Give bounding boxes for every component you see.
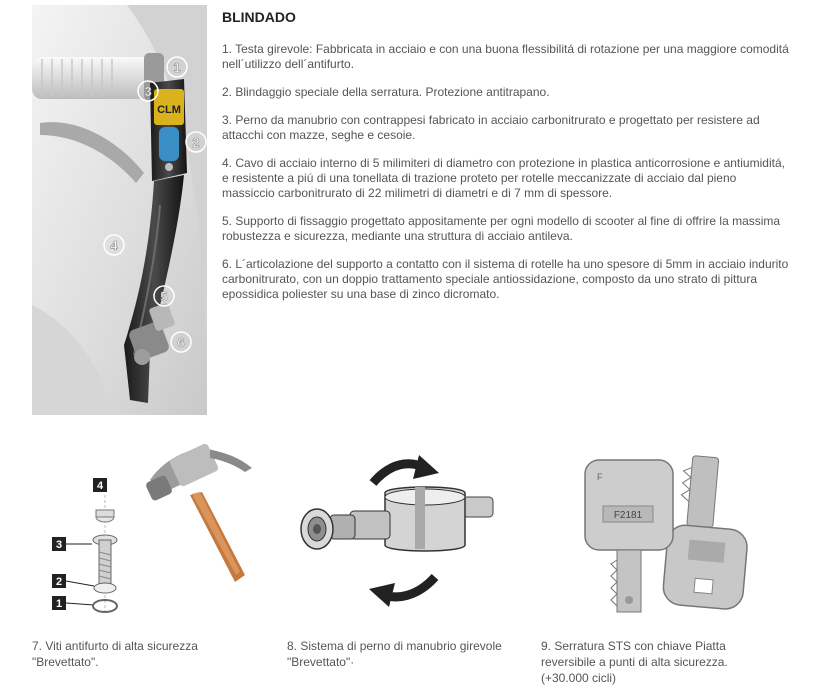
feature-item: 2. Blindaggio speciale della serratura. Protezione antitrapano. <box>222 85 550 99</box>
feature-list <box>222 42 792 315</box>
svg-text:6: 6 <box>177 335 185 350</box>
feature-item: 3. Perno da manubrio con contrappesi fabricato in acciaio carbonitrurato e progettato per resistere ad attacchi con mazze, seghe e cesoie. <box>222 113 760 142</box>
feature-item: 1. Testa girevole: Fabbricata in acciaio e con una buona flessibilitá di rotazione per una maggiore comoditá nell´utilizzo dell´antifurto. <box>222 42 789 71</box>
svg-text:5: 5 <box>160 289 168 304</box>
screws-hammer-image <box>40 440 260 620</box>
key-icon <box>662 454 755 610</box>
svg-text:F2181: F2181 <box>613 510 643 521</box>
caption-screws: 7. Viti antifurto di alta sicurezza "Brevettato". <box>32 639 198 669</box>
svg-text:F: F <box>597 472 603 482</box>
caption-keys: 9. Serratura STS con chiave Piatta reversibile a punti di alta sicurezza. (+30.000 cicli) <box>541 639 728 685</box>
feature-item: 5. Supporto di fissaggio progettato appositamente per ogni modello di scooter al fine di offrire la massima robustezza e sicurezza, mediante una struttura di acciaio antileva. <box>222 214 781 243</box>
lock-head <box>150 79 187 181</box>
page-title: BLINDADO <box>222 9 296 25</box>
brand-label: CLM <box>157 104 181 116</box>
svg-text:3: 3 <box>144 84 152 99</box>
caption-swivel: 8. Sistema di perno di manubrio girevole "Brevettato"· <box>287 639 502 669</box>
lock-product-image <box>32 5 207 415</box>
feature-item: 6. L´articolazione del supporto a contatto con il sistema di rotelle ha uno spesore di 5mm in acciaio indurito carbonitrurato, con un doppio trattamento speciale antiossidazione, composto da uno strato di pittura epossidica poliester su una base di zinco dicromato. <box>222 257 789 301</box>
feature-item: 4. Cavo di acciaio interno di 5 milimiteri di diametro con protezione in plastica anticorrosione e antiumiditá, e resistente a piú di una tonellata di trazione proteto per rotelle meccanizzate di acciaio dal pieno massiccio carbonitrurato di 22 milimetri di diametri e di 7 mm di spessore. <box>222 156 785 200</box>
keys-image <box>575 450 775 625</box>
screw-diagram <box>52 478 117 615</box>
pivot-body <box>301 487 493 551</box>
svg-text:4: 4 <box>96 480 104 492</box>
key-icon <box>585 460 673 612</box>
svg-text:1: 1 <box>55 598 63 610</box>
svg-text:2: 2 <box>55 576 63 588</box>
svg-text:4: 4 <box>110 238 118 253</box>
swivel-pivot-image <box>295 445 510 620</box>
svg-text:3: 3 <box>55 539 63 551</box>
hammer-icon <box>145 443 252 582</box>
svg-text:2: 2 <box>192 135 200 150</box>
svg-text:1: 1 <box>173 60 181 75</box>
